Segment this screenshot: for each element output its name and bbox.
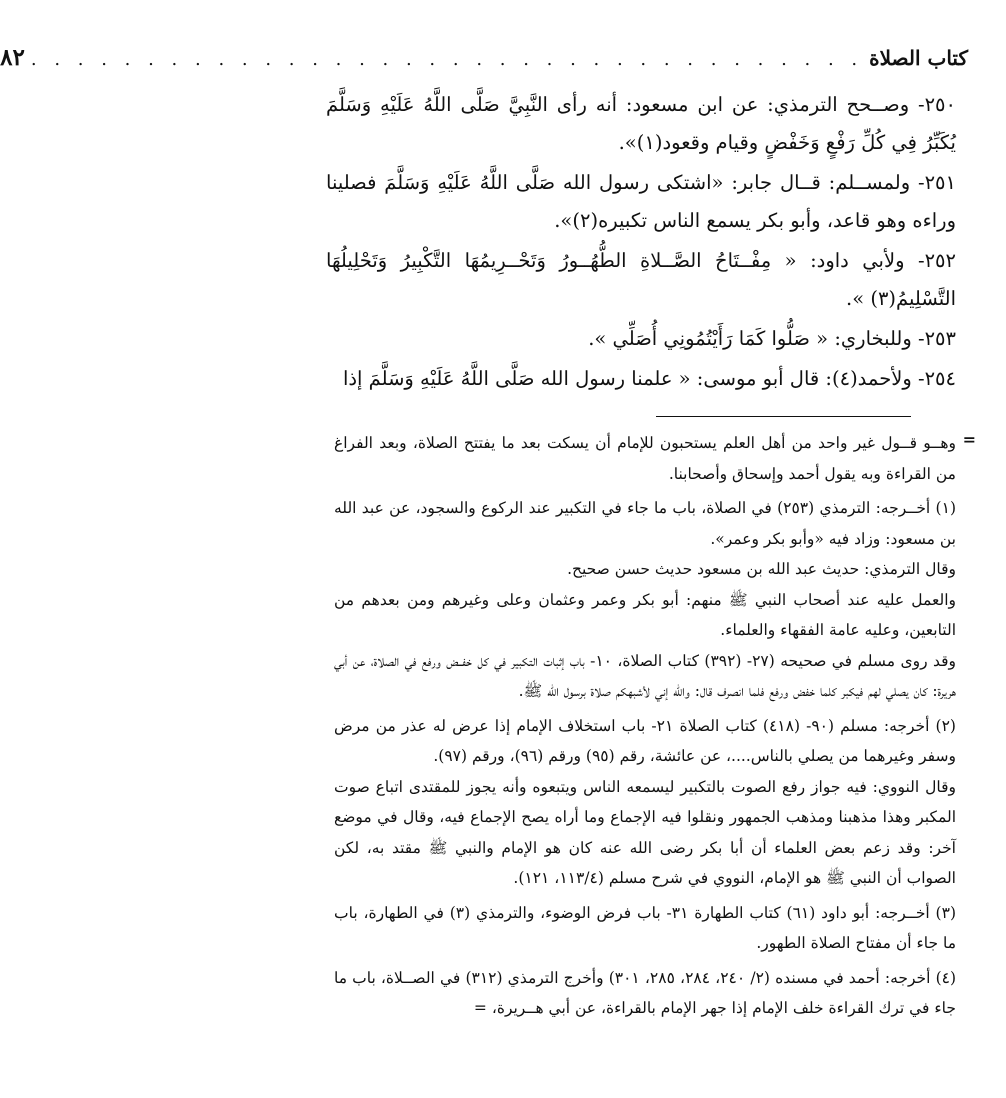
footnote-paragraph: (١) أخــرجه: الترمذي (٢٥٣) في الصلاة، باب ما جاء في التكبير عند الركوع والسجود، عن عبد الله بن مسعود: وزاد فيه «وأبو بكر وعمر». (334, 499, 956, 548)
hadith-251: ٢٥١- ولمســلم: قــال جابر: «اشتكى رسول الله صَلَّى اللَّهُ عَلَيْهِ وَسَلَّمَ فصلينا وراءه وهو قاعد، وأبو بكر يسمع الناس تكبيره(٢)». (326, 171, 956, 232)
hadith-254: ٢٥٤- ولأحمد(٤): قال أبو موسى: « علمنا رسول الله صَلَّى اللَّهُ عَلَيْهِ وَسَلَّمَ إذا (342, 367, 956, 390)
page-number: ٨٢ (0, 44, 25, 71)
footnote-paragraph: (٢) أخرجه: مسلم (٩٠- (٤١٨) كتاب الصلاة ٢١- باب استخلاف الإمام إذا عرض له عذر من مرض وسفر وغيرهما من يصلي بالناس....، عن عائشة، رقم (٩٥) ورقم (٩٦)، ورقم (٩٧). (334, 716, 956, 765)
hadith-250: ٢٥٠- وصــحح الترمذي: عن ابن مسعود: أنه رأى النَّبِيَّ صَلَّى اللَّهُ عَلَيْهِ وَسَلَّمَ يُكَبِّرُ فِي كُلِّ رَفْعٍ وَخَفْضٍ وقيام وقعود(١)». (326, 93, 956, 154)
hadith-252: ٢٥٢- ولأبي داود: « مِفْــتَاحُ الصَّــلاةِ الطُّهُــورُ وَتَحْــرِيمُهَا التَّكْبِيرُ وَتَحْلِيلُهَا التَّسْلِيمُ(٣) ». (326, 249, 956, 310)
footnote-paragraph: (٤) أخرجه: أحمد في مسنده (٢/ ٢٤٠، ٢٨٤، ٢٨٥، ٣٠١) وأخرج الترمذي (٣١٢) في الصــلاة، باب ما جاء في ترك القراءة خلف الإمام إذا جهر الإمام بالقراءة، عن أبي هــريرة، = (334, 968, 957, 1017)
footnote-paragraph: (٣) أخــرجه: أبو داود (٦١) كتاب الطهارة ٣١- باب فرض الوضوء، والترمذي (٣) في الطهارة، باب ما جاء أن مفتاح الصلاة الطهور. (334, 903, 956, 952)
running-header (0, 44, 968, 74)
continuation-mark: = (962, 430, 976, 449)
footnote-divider (656, 416, 911, 417)
footnote-2 (334, 711, 956, 894)
footnote-1 (334, 493, 956, 707)
footnote-paragraph: وقد روى مسلم في صحيحه (٢٧- (٣٩٢) كتاب الصلاة، ١٠- باب إثبات التكبير في كل خفــض ورفع في الصلاة، عن أبي هريرة: كان يصلي لهم فيكبر كلما خفض ورفع فلما انصرف قال: والله إني لأشبهكم صلاة برسول الله ﷺ. (334, 651, 956, 700)
footnote-paragraph: والعمل عليه عند أصحاب النبي ﷺ منهم: أبو بكر وعمر وعثمان وعلى وغيرهم ومن بعدهم من التابعين، وعليه عامة الفقهاء والعلماء. (334, 590, 956, 639)
footnote-4 (334, 963, 956, 1024)
footnote-paragraph: وقال النووي: فيه جواز رفع الصوت بالتكبير ليسمعه الناس ويتبعوه وأنه يجوز للمقتدى اتباع صوت المكبر وهذا مذهبنا ومذهب الجمهور ونقلوا فيه الإجماع وما أراه يصح الإجماع فيه، وقال في موضع آخر: وقد زعم بعض العلماء أن أبا بكر رضى الله عنه كان هو الإمام والنبي ﷺ مقتد به، لكن الصواب أن النبي ﷺ هو الإمام، النووي في شرح مسلم (١١٣/٤، ١٢١). (334, 777, 956, 887)
hadith-253: ٢٥٣- وللبخاري: « صَلُّوا كَمَا رَأَيْتُمُونِي أُصَلِّي ». (588, 327, 956, 350)
book-title: كتاب الصلاة (869, 46, 968, 70)
main-text (326, 86, 956, 398)
footnote-continued (334, 428, 956, 489)
footnotes (334, 428, 956, 1024)
footnote-paragraph: وقال الترمذي: حديث عبد الله بن مسعود حديث حسن صحيح. (567, 560, 956, 578)
footnote-3 (334, 898, 956, 959)
leader-dots: . . . . . . . . . . . . . . . . . . . . . . . . . . . . . . . . . . . . (30, 49, 864, 70)
footnote-paragraph: وهــو قــول غير واحد من أهل العلم يستحبون للإمام أن يسكت بعد ما يفتتح الصلاة، وبعد الفراغ من القراءة وبه يقول أحمد وإسحاق وأصحابنا. (334, 434, 956, 483)
